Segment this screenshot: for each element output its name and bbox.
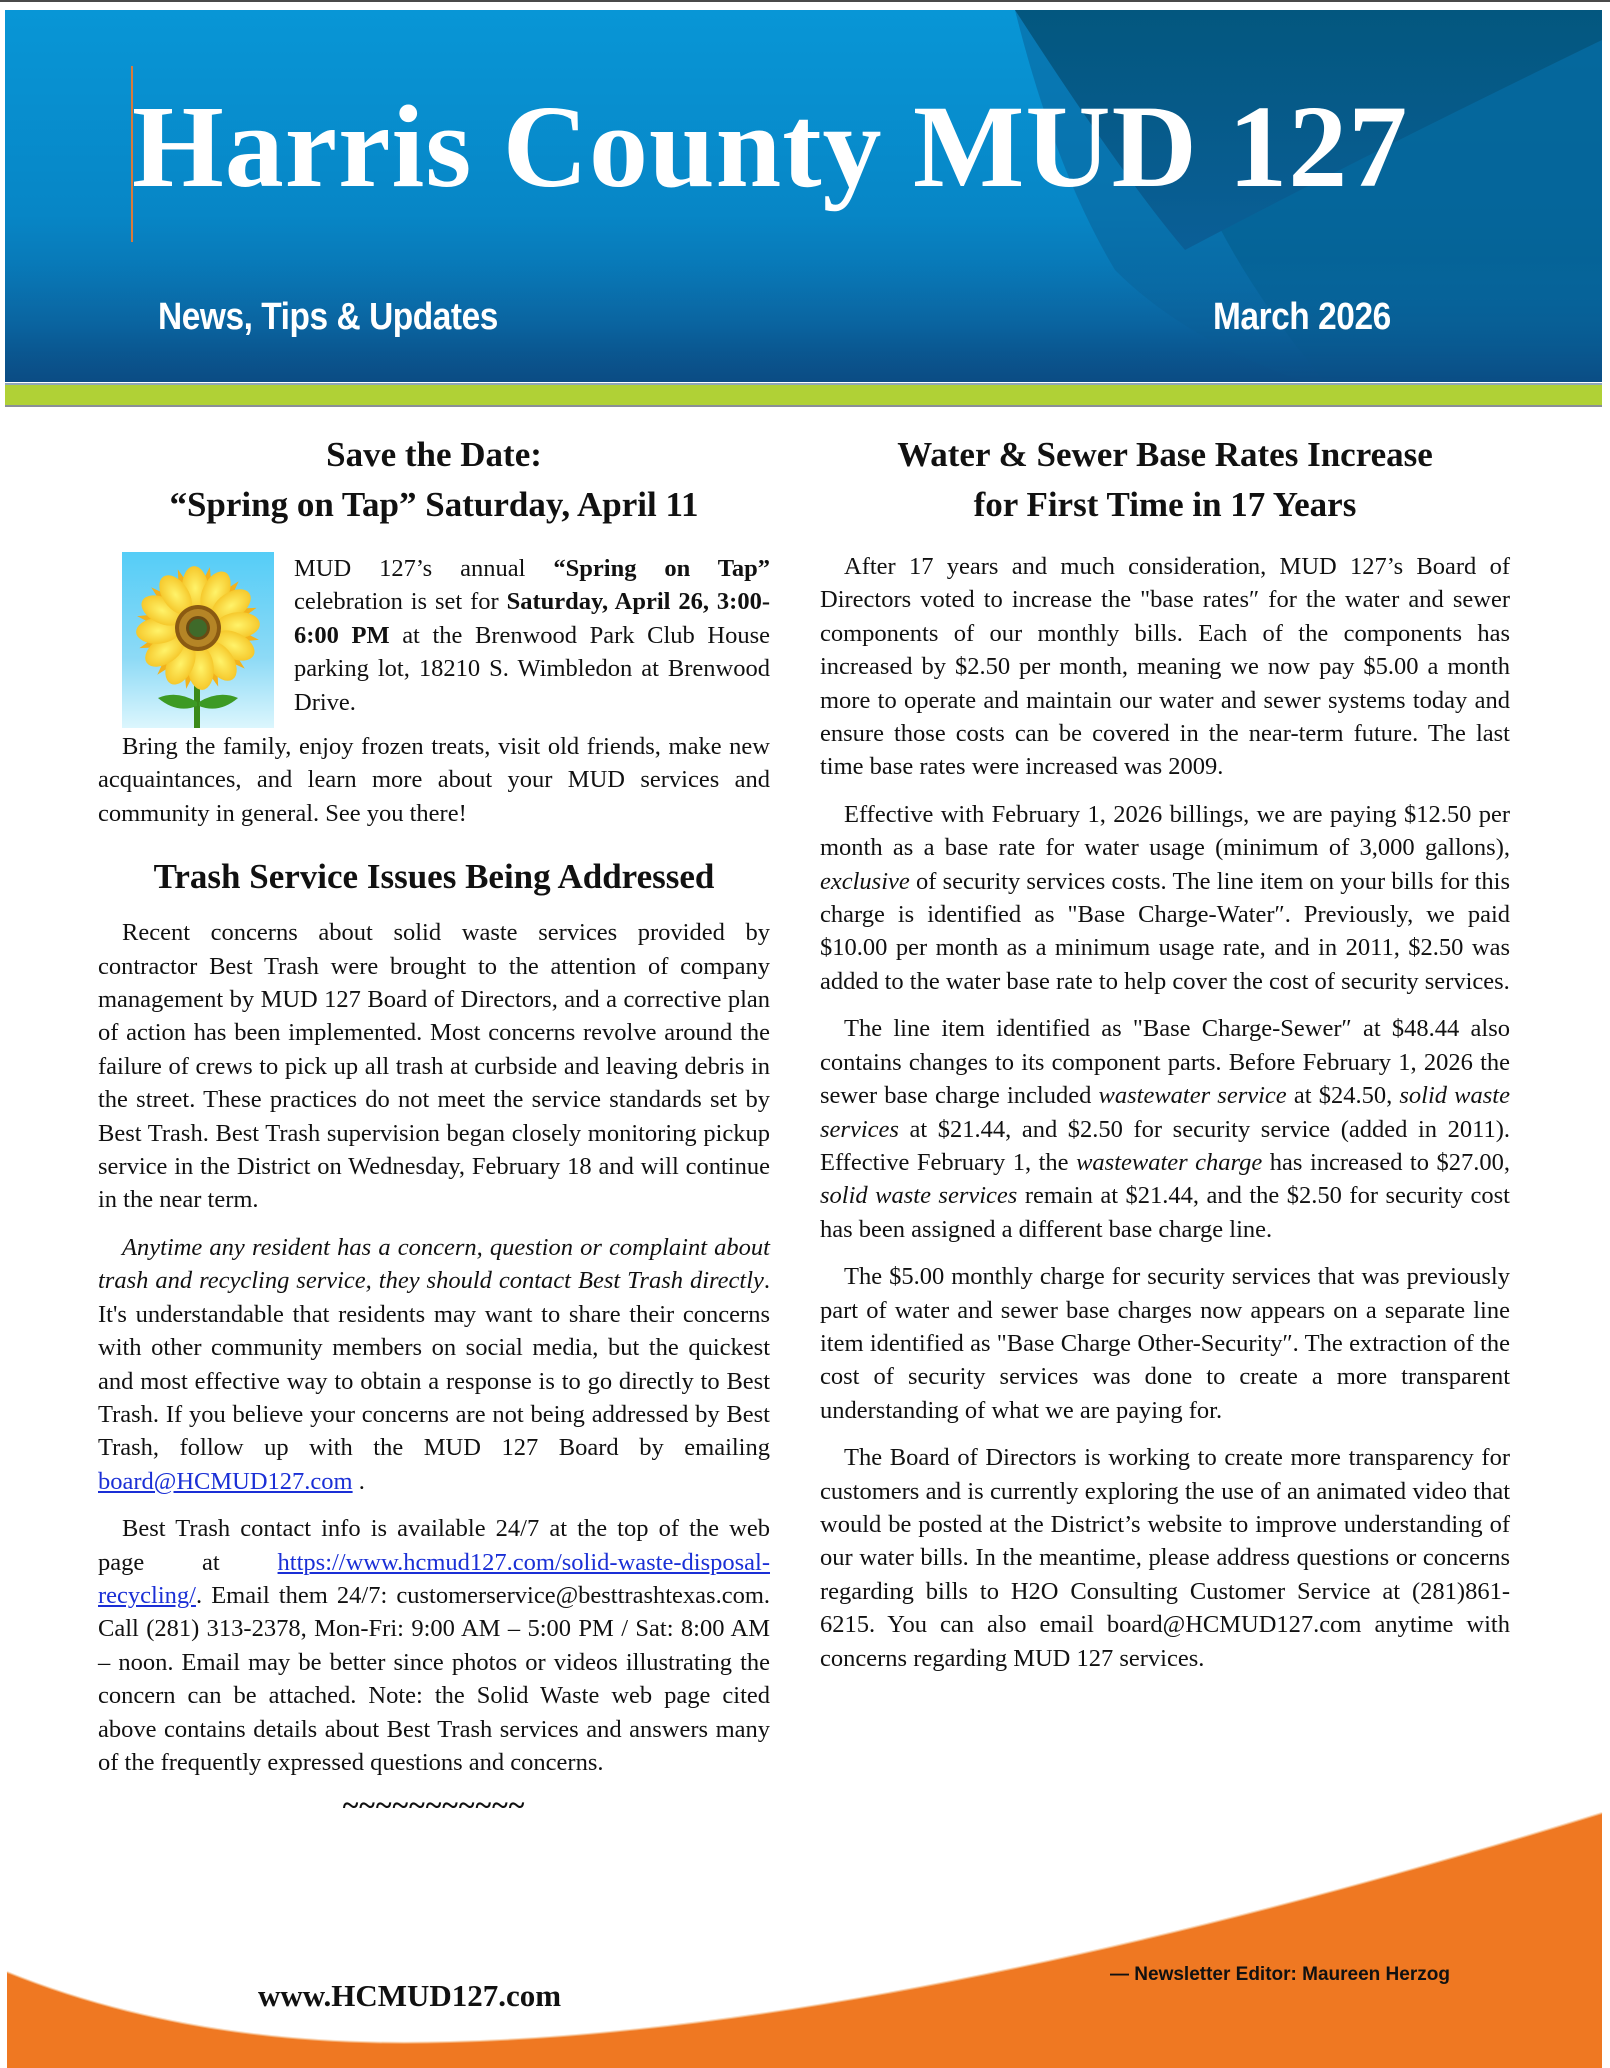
trash-heading: Trash Service Issues Being Addressed bbox=[153, 857, 715, 897]
trash-contact-details: . Email them 24/7: customerservice@besttrashtexas.com. Call (281) 313-2378, Mon-Fri: 9:00 AM – 5:00 PM / Sat: 8:00 AM – noon. Email may be better since photos or videos illustrating the concern can be attached. Note: the Solid Waste web page cited above contains details about Best Trash services and answers many of the frequently expressed questions and concerns. bbox=[98, 1581, 770, 1776]
rates-heading-line1: Water & Sewer Base Rates Increase bbox=[897, 435, 1433, 474]
trash-paragraph-2-text: . It's understandable that residents may want to share their concerns with other community members on social media, but the quickest and most effective way to obtain a response is to go directly to Best Trash. If you believe your concerns are not being addressed by Best Trash, follow up with the MUD 127 Board by emailing bbox=[98, 1267, 770, 1462]
event-intro-text bbox=[294, 552, 770, 719]
rates-p2-a: Effective with February 1, 2026 billings, we are paying $12.50 per month as a base rate for water usage (minimum of 3,000 gallons), bbox=[820, 800, 1510, 862]
trash-paragraph-1: Recent concerns about solid waste services provided by contractor Best Trash were brought to the attention of company management by MUD 127 Board of Directors, and a corrective plan of action has been implemented. Most concerns revolve around the failure of crews to pick up all trash at curbside and leaving debris in the street. These practices do not meet the service standards set by Best Trash. Best Trash supervision began closely monitoring pickup service in the District on Wednesday, February 18 and will continue in the near term. bbox=[98, 919, 770, 1214]
rates-paragraph-4: The $5.00 monthly charge for security services that was previously part of water and sewer base charges now appears on a separate line item identified as "Base Charge Other-Security″. The extraction of the cost of security services was done to create a more transparent understanding of what we are paying for. bbox=[820, 1263, 1510, 1424]
sunflower-image bbox=[122, 552, 274, 728]
rates-paragraph-2 bbox=[820, 798, 1510, 998]
rates-heading bbox=[820, 430, 1510, 530]
left-column bbox=[98, 430, 770, 1823]
trash-paragraph-3-prefix: Best Trash contact info is available 24/7 at the top of the web page at bbox=[98, 1515, 770, 1576]
right-column bbox=[820, 430, 1510, 1675]
board-email-link[interactable]: board@HCMUD127.com bbox=[98, 1467, 353, 1495]
event-heading-line1: Save the Date: bbox=[326, 435, 542, 474]
rates-p3-c: at $21.44, and $2.50 for security service (added in 2011). Effective February 1, the bbox=[820, 1115, 1510, 1176]
editor-credit: — Newsletter Editor: Maureen Herzog bbox=[1110, 1964, 1450, 1985]
trash-paragraph-2-end: . bbox=[352, 1467, 365, 1495]
rates-paragraph-1: After 17 years and much consideration, MUD 127’s Board of Directors voted to increase the "base rates″ for the water and sewer components of our monthly bills. Each of the components has increased by $2.50 per month, meaning we now pay $5.00 a month more to operate and maintain our water and sewer systems today and ensure those costs can be covered in the near-term future. The last time base rates were increased was 2009. bbox=[820, 553, 1510, 781]
section-divider: ~~~~~~~~~~~ bbox=[342, 1789, 526, 1823]
masthead bbox=[5, 10, 1602, 382]
trash-service-article bbox=[98, 852, 770, 1823]
event-date-time: Saturday, April 26, 3:00-6:00 PM bbox=[294, 588, 770, 649]
trash-paragraph-3 bbox=[98, 1512, 770, 1779]
rates-p3-d: has increased to $27.00, bbox=[1262, 1148, 1510, 1176]
base-rates-article bbox=[820, 430, 1510, 1675]
event-heading bbox=[98, 430, 770, 530]
rates-p3-i4: solid waste services bbox=[820, 1182, 1018, 1210]
masthead-green-bar bbox=[5, 383, 1602, 407]
footer-orange-swoosh bbox=[0, 1780, 1610, 2068]
trash-paragraph-2 bbox=[98, 1231, 770, 1498]
rates-p3-i3: wastewater charge bbox=[1076, 1148, 1263, 1176]
event-name: “Spring on Tap” bbox=[553, 555, 770, 582]
rates-p3-b: at $24.50, bbox=[1286, 1082, 1400, 1110]
event-intro-middle: celebration is set for bbox=[294, 588, 507, 616]
newsletter-tagline: News, Tips & Updates bbox=[158, 296, 498, 338]
rates-p2-italic: exclusive bbox=[820, 867, 910, 895]
rates-p3-i2: solid waste services bbox=[820, 1082, 1510, 1143]
newsletter-title: Harris County MUD 127 bbox=[132, 81, 1409, 212]
rates-heading-line2: for First Time in 17 Years bbox=[973, 485, 1357, 524]
rates-p3-a: The line item identified as "Base Charge-Sewer″ at $48.44 also contains changes to its component parts. Before February 1, 2026 the sewer base charge included bbox=[820, 1015, 1510, 1110]
rates-paragraph-5: The Board of Directors is working to create more transparency for customers and is currently exploring the use of an animated video that would be posted at the District’s website to improve understanding of our water bills. In the meantime, please address questions or concerns regarding bills to H2O Consulting Customer Service at (281)861-6215. You can also email board@HCMUD127.com anytime with concerns regarding MUD 127 services. bbox=[820, 1444, 1510, 1672]
event-details bbox=[98, 552, 770, 730]
event-location: at the Brenwood Park Club House parking lot, 18210 S. Wimbledon at Brenwood Drive. bbox=[294, 621, 770, 716]
rates-paragraph-3 bbox=[820, 1012, 1510, 1246]
event-intro-prefix: MUD 127’s annual bbox=[294, 555, 554, 582]
rates-p3-i1: wastewater service bbox=[1098, 1082, 1287, 1110]
trash-contact-advice: Anytime any resident has a concern, question or complaint about trash and recycling service, they should contact Best Trash directly bbox=[98, 1233, 770, 1295]
solid-waste-page-link[interactable]: https://www.hcmud127.com/solid-waste-disposal-recycling/ bbox=[98, 1548, 770, 1609]
event-paragraph: Bring the family, enjoy frozen treats, visit old friends, make new acquaintances, and learn more about your MUD services and community in general. See you there! bbox=[98, 733, 770, 827]
website-url: www.HCMUD127.com bbox=[258, 1978, 562, 2013]
page-top-border bbox=[0, 0, 1610, 2]
spring-on-tap-article bbox=[98, 430, 770, 830]
rates-p3-e: remain at $21.44, and the $2.50 for security cost has been assigned a different base charge line. bbox=[820, 1182, 1510, 1243]
rates-p2-b: of security services costs. The line item on your bills for this charge is identified as "Base Charge-Water″. Previously, we paid $10.00 per month as a minimum usage rate, and in 2011, $2.50 was added to the water base rate to help cover the cost of security services. bbox=[820, 867, 1510, 995]
event-heading-line2: “Spring on Tap” Saturday, April 11 bbox=[169, 485, 699, 524]
issue-date: March 2026 bbox=[1213, 296, 1391, 338]
